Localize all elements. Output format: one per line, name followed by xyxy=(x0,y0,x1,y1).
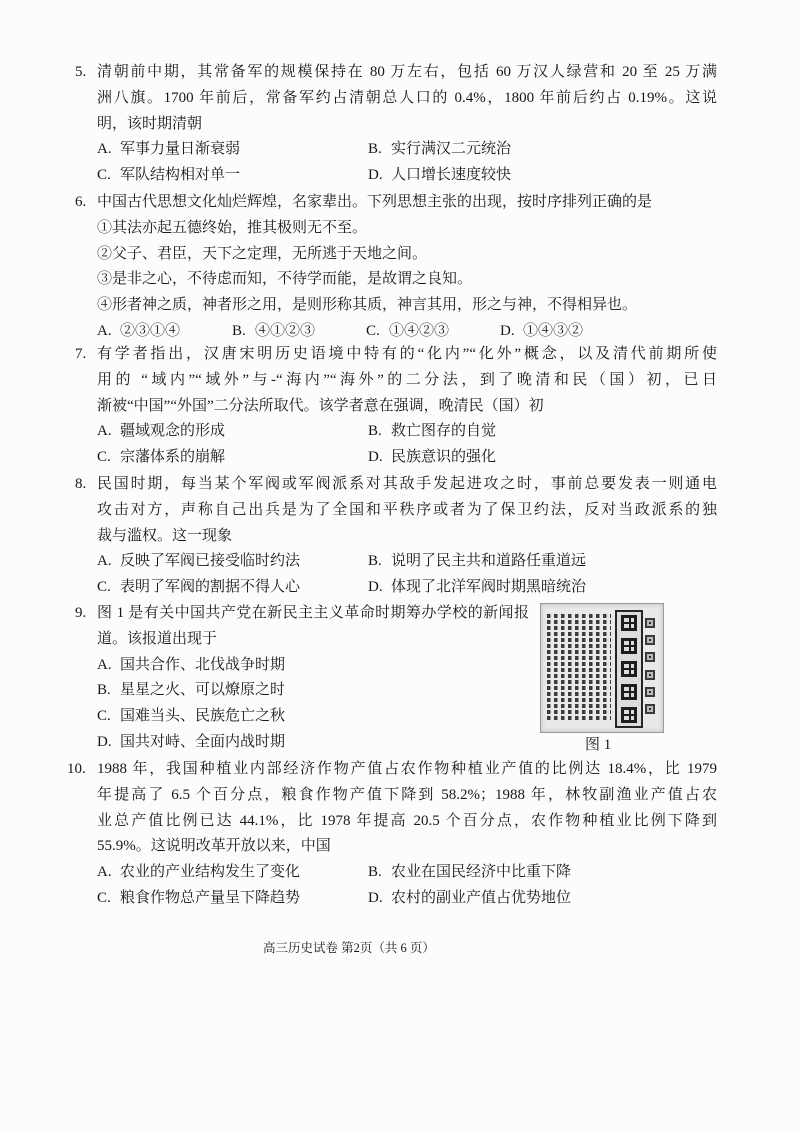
question-number: 8. xyxy=(75,476,87,492)
stem-line: 55.9%。这说明改革开放以来，中国 xyxy=(97,838,331,855)
option-label: D. xyxy=(97,733,112,750)
option-row xyxy=(97,730,537,756)
option-b xyxy=(368,549,586,575)
option-d xyxy=(368,886,571,912)
option-a xyxy=(97,653,285,679)
headline-glyph xyxy=(621,638,637,654)
option-b xyxy=(232,319,315,345)
stem-line: 1988 年，我国种植业内部经济作物产值占农作物种植业产值的比例达 18.4%，比 1979 xyxy=(97,761,717,777)
option-text: 国共对峙、全面内战时期 xyxy=(120,733,286,750)
stem-line: 中国古代思想文化灿烂辉煌，名家辈出。下列思想主张的出现，按时序排列正确的是 xyxy=(97,194,653,210)
option-text: 表明了军阀的割据不得人心 xyxy=(120,579,301,596)
option-row xyxy=(97,319,717,345)
option-label: A. xyxy=(97,864,112,881)
statement-3: ③是非之心，不待虑而知，不待学而能，是故谓之良知。 xyxy=(97,271,473,288)
question-number: 10. xyxy=(67,761,86,777)
subheadline-glyph xyxy=(645,618,655,628)
option-text: 反映了军阀已接受临时约法 xyxy=(120,553,301,570)
subheadline-glyph xyxy=(645,687,655,697)
option-text: ①④②③ xyxy=(389,322,450,339)
option-text: 国难当头、民族危亡之秋 xyxy=(120,708,286,725)
option-row xyxy=(97,137,717,163)
option-b xyxy=(368,419,496,445)
option-d xyxy=(368,575,586,601)
option-label: C. xyxy=(97,449,111,466)
option-text: 体现了北洋军阀时期黑暗统治 xyxy=(391,579,587,596)
stem-line: 年提高了 6.5 个百分点，粮食作物产值下降到 58.2%；1988 年，林牧副渔业产值占农 xyxy=(97,786,717,803)
option-c xyxy=(97,704,285,730)
option-text: 说明了民主共和道路任重道远 xyxy=(391,553,587,570)
subheadline-glyph xyxy=(645,704,655,714)
option-text: ②③①④ xyxy=(120,322,181,339)
question-6 xyxy=(75,190,717,345)
option-row xyxy=(97,163,717,189)
option-c xyxy=(97,886,300,912)
option-row xyxy=(97,886,717,912)
option-text: ④①②③ xyxy=(255,322,316,339)
option-text: ①④③② xyxy=(523,322,584,339)
option-text: 军队结构相对单一 xyxy=(120,167,241,184)
option-d xyxy=(368,163,511,189)
option-label: C. xyxy=(97,889,111,906)
option-label: C. xyxy=(97,579,111,596)
newspaper-clipping-image xyxy=(540,603,664,733)
option-label: B. xyxy=(368,141,382,158)
option-label: A. xyxy=(97,322,112,339)
option-text: 国共合作、北伐战争时期 xyxy=(120,656,286,673)
option-row xyxy=(97,549,717,575)
option-label: D. xyxy=(368,449,383,466)
statement-1: ①其法亦起五德终始，推其极则无不至。 xyxy=(97,219,368,236)
question-7 xyxy=(75,342,717,471)
question-number: 7. xyxy=(75,346,87,362)
statement-4: ④形者神之质，神者形之用，是则形称其质，神言其用，形之与神，不得相异也。 xyxy=(97,297,638,314)
option-b xyxy=(368,860,571,886)
option-label: C. xyxy=(97,167,111,184)
option-label: B. xyxy=(368,553,382,570)
option-label: D. xyxy=(368,889,383,906)
option-text: 农村的副业产值占优势地位 xyxy=(391,889,572,906)
stem-line: 渐被“中国”“外国”二分法所取代。该学者意在强调，晚清民（国）初 xyxy=(97,397,544,414)
question-5 xyxy=(75,60,717,189)
subheadline-glyph xyxy=(645,635,655,645)
stem-line: 洲八旗。1700 年前后，常备军约占清朝总人口的 0.4%，1800 年前后约占 0.19%。这说 xyxy=(97,89,717,106)
option-text: 人口增长速度较快 xyxy=(391,167,512,184)
option-text: 农业在国民经济中比重下降 xyxy=(391,864,572,881)
stem-line: 图 1 是有关中国共产党在新民主主义革命时期筹办学校的新闻报 xyxy=(97,605,529,621)
option-text: 救亡图存的自觉 xyxy=(391,423,497,440)
option-c xyxy=(97,163,240,189)
page-footer: 高三历史试卷 第2页（共 6 页） xyxy=(263,941,435,955)
option-label: C. xyxy=(366,322,380,339)
option-text: 星星之火、可以燎原之时 xyxy=(120,682,286,699)
headline-glyph xyxy=(621,707,637,723)
option-label: A. xyxy=(97,423,112,440)
question-number: 6. xyxy=(75,194,87,210)
stem-line: 裁与滥权。这一现象 xyxy=(97,527,233,544)
option-c xyxy=(97,575,300,601)
option-row xyxy=(97,419,717,445)
option-row xyxy=(97,704,537,730)
figure-caption: 图 1 xyxy=(585,737,612,753)
option-label: D. xyxy=(368,579,383,596)
option-text: 民族意识的强化 xyxy=(391,449,497,466)
option-label: A. xyxy=(97,141,112,158)
option-label: A. xyxy=(97,553,112,570)
option-label: B. xyxy=(232,322,246,339)
option-label: D. xyxy=(368,167,383,184)
question-number: 5. xyxy=(75,64,87,80)
option-label: C. xyxy=(97,708,111,725)
statement-2: ②父子、君臣，天下之定理，无所逃于天地之间。 xyxy=(97,245,428,262)
stem-line: 有学者指出，汉唐宋明历史语境中特有的“化内”“化外”概念，以及清代前期所使 xyxy=(97,346,717,362)
stem-line: 清朝前中期，其常备军的规模保持在 80 万左右，包括 60 万汉人绿营和 20 至 25 万满 xyxy=(97,64,717,80)
option-c xyxy=(97,445,225,471)
headline-glyph xyxy=(621,661,637,677)
stem-line: 攻击对方，声称自己出兵是为了全国和平秩序或者为了保卫约法，反对当政派系的独 xyxy=(97,501,717,518)
option-a xyxy=(97,319,180,345)
option-row xyxy=(97,860,717,886)
option-text: 实行满汉二元统治 xyxy=(391,141,512,158)
stem-line: 业总产值比例已达 44.1%，比 1978 年提高 20.5 个百分点，农作物种植业比例下降到 xyxy=(97,812,717,829)
option-label: B. xyxy=(368,864,382,881)
option-b xyxy=(97,678,285,704)
option-text: 疆域观念的形成 xyxy=(120,423,226,440)
subheadline-glyph xyxy=(645,670,655,680)
option-text: 宗藩体系的崩解 xyxy=(120,449,226,466)
option-a xyxy=(97,549,300,575)
option-a xyxy=(97,860,300,886)
question-number: 9. xyxy=(75,605,87,621)
question-8 xyxy=(75,472,717,601)
option-row xyxy=(97,653,537,679)
clipping-body-text xyxy=(547,612,611,722)
option-b xyxy=(368,137,511,163)
option-row xyxy=(97,445,717,471)
option-a xyxy=(97,419,225,445)
stem-line: 民国时期，每当某个军阀或军阀派系对其敌手发起进攻之时，事前总要发表一则通电 xyxy=(97,476,717,492)
option-text: 农业的产业结构发生了变化 xyxy=(120,864,301,881)
question-9 xyxy=(75,601,537,756)
option-text: 粮食作物总产量呈下降趋势 xyxy=(120,889,301,906)
subheadline-glyph xyxy=(645,652,655,662)
option-label: D. xyxy=(500,322,515,339)
option-a xyxy=(97,137,240,163)
option-label: B. xyxy=(368,423,382,440)
option-label: A. xyxy=(97,656,112,673)
stem-line: 道。该报道出现于 xyxy=(97,630,218,647)
clipping-headline xyxy=(615,610,643,728)
option-row xyxy=(97,575,717,601)
option-row xyxy=(97,678,537,704)
stem-line: 用的 “域内”“域外”与-“海内”“海外”的二分法，到了晚清和民（国）初，已日 xyxy=(97,371,717,388)
stem-line: 明，该时期清朝 xyxy=(97,115,203,132)
option-d xyxy=(97,730,285,756)
option-d xyxy=(500,319,583,345)
option-c xyxy=(366,319,449,345)
option-label: B. xyxy=(97,682,111,699)
headline-glyph xyxy=(621,684,637,700)
option-text: 军事力量日渐衰弱 xyxy=(120,141,241,158)
clipping-subheadline xyxy=(643,614,656,718)
headline-glyph xyxy=(621,615,637,631)
option-d xyxy=(368,445,496,471)
question-10 xyxy=(67,757,717,912)
